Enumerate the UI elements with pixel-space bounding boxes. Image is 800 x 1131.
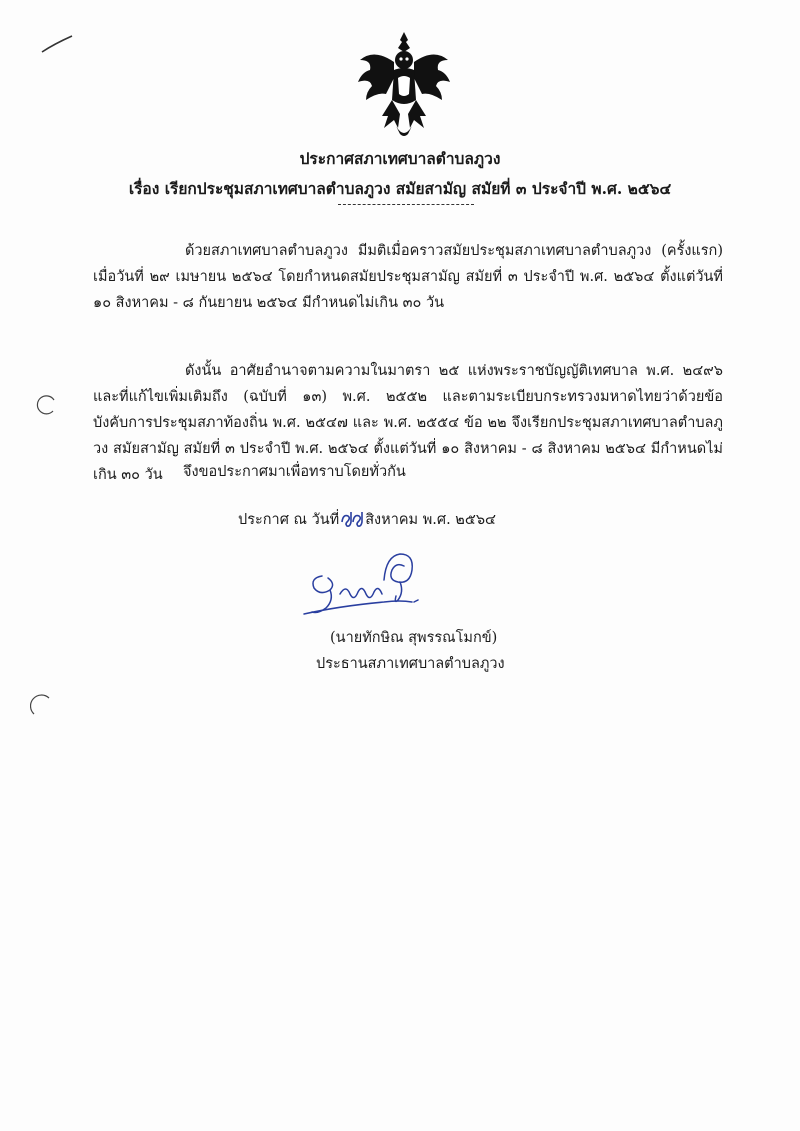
dateline-prefix: ประกาศ ณ วันที่ <box>238 512 340 528</box>
pen-mark <box>40 34 74 54</box>
body-paragraph-2: ดังนั้น อาศัยอำนาจตามความในมาตรา ๒๕ แห่งพระราชบัญญัติเทศบาล พ.ศ. ๒๔๙๖ และที่แก้ไขเพิ่มเติมถึง (ฉบับที่ ๑๓) พ.ศ. ๒๕๕๒ และตามระเบียบกระทรวงมหาดไทยว่าด้วยข้อบังคับการประชุมสภาท้องถิ่น พ.ศ. ๒๕๔๗ และ พ.ศ. ๒๕๕๔ ข้อ ๒๒ จึงเรียกประชุมสภาเทศบาลตำบลภูวง สมัยสามัญ สมัยที่ ๓ ประจำปี พ.ศ. ๒๕๖๔ ตั้งแต่วันที่ ๑๐ สิงหาคม - ๘ สิงหาคม ๒๕๖๔ มีกำหนดไม่เกิน ๓๐ วัน <box>93 363 723 483</box>
handwritten-signature <box>300 544 440 622</box>
handwritten-day <box>339 508 365 530</box>
announcement-dateline <box>238 508 496 531</box>
punch-hole-mark <box>30 694 52 716</box>
signatory-position: ประธานสภาเทศบาลตำบลภูวง <box>316 656 505 672</box>
closing-statement: จึงขอประกาศมาเพื่อทราบโดยทั่วกัน <box>183 464 406 480</box>
garuda-emblem-icon <box>354 30 454 142</box>
punch-hole-mark <box>34 394 56 416</box>
announcement-subject: เรื่อง เรียกประชุมสภาเทศบาลตำบลภูวง สมัยสามัญ สมัยที่ ๓ ประจำปี พ.ศ. ๒๕๖๔ <box>128 179 672 198</box>
dateline-suffix: สิงหาคม พ.ศ. ๒๕๖๔ <box>365 512 497 528</box>
signatory-name: (นายทักษิณ สุพรรณโมกข์) <box>330 630 498 646</box>
announcement-title: ประกาศสภาเทศบาลตำบลภูวง <box>299 149 501 168</box>
body-paragraph-1: ด้วยสภาเทศบาลตำบลภูวง มีมติเมื่อคราวสมัยประชุมสภาเทศบาลตำบลภูวง (ครั้งแรก) เมื่อวันที่ ๒๙ เมษายน ๒๕๖๔ โดยกำหนดสมัยประชุมสามัญ สมัยที่ ๓ ประจำปี พ.ศ. ๒๕๖๔ ตั้งแต่วันที่ ๑๐ สิงหาคม - ๘ กันยายน ๒๕๖๔ มีกำหนดไม่เกิน ๓๐ วัน <box>93 243 723 311</box>
title-divider <box>338 204 474 205</box>
